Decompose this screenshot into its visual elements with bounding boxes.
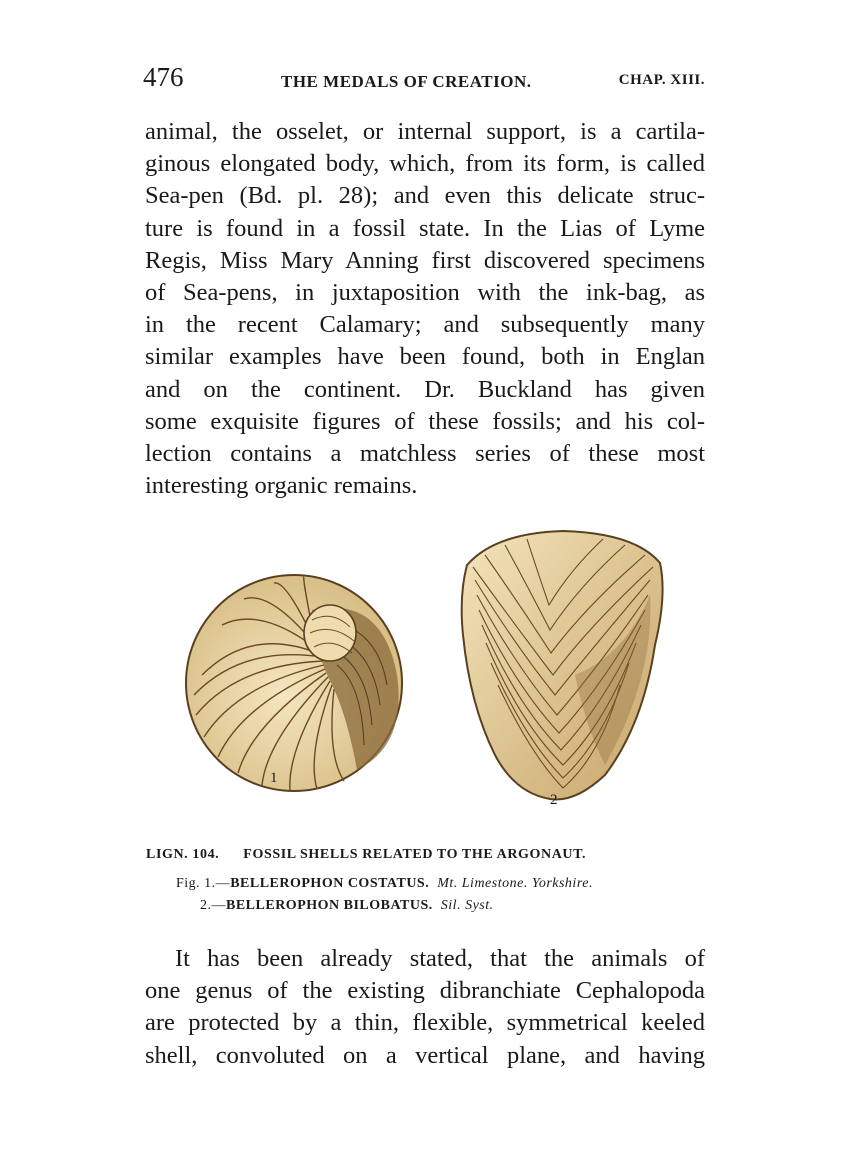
text-line: some exquisite figures of these fossils; and his col- bbox=[145, 407, 705, 435]
text-line: shell, convoluted on a vertical plane, and having bbox=[145, 1041, 705, 1069]
text-line: one genus of the existing dibranchiate Cephalopoda bbox=[145, 977, 705, 1005]
text-line: ginous elongated body, which, from its form, is called bbox=[145, 150, 705, 178]
page-number: 476 bbox=[143, 62, 184, 92]
coiled-shell-illustration bbox=[182, 565, 412, 795]
text-line: and on the continent. Dr. Buckland has given bbox=[145, 375, 705, 403]
text-line: animal, the osselet, or internal support, is a cartila- bbox=[145, 118, 705, 145]
caption-id: LIGN. 104. bbox=[146, 847, 220, 862]
running-header bbox=[145, 62, 705, 98]
bilobed-shell-illustration bbox=[455, 525, 670, 805]
text-line: interesting organic remains. bbox=[145, 472, 418, 500]
legend-prefix: Fig. 1.— bbox=[176, 876, 231, 891]
figure-legend-1 bbox=[176, 876, 593, 892]
text-line: ture is found in a fossil state. In the Lias of Lyme bbox=[145, 214, 705, 242]
text-line: Regis, Miss Mary Anning first discovered specimens bbox=[145, 246, 705, 274]
fossil-shells-figure bbox=[170, 520, 690, 820]
locality: Sil. Syst. bbox=[440, 898, 494, 913]
text-line: in the recent Calamary; and subsequently many bbox=[145, 311, 705, 339]
figure-label-1: 1 bbox=[270, 770, 278, 786]
chapter-label: CHAP. XIII. bbox=[618, 72, 705, 88]
figure-label-2: 2 bbox=[550, 792, 558, 808]
text-line: It has been already stated, that the animals of bbox=[175, 945, 705, 972]
text-line: lection contains a matchless series of these most bbox=[145, 440, 705, 468]
figure-legend-2 bbox=[200, 898, 494, 914]
text-line: are protected by a thin, flexible, symmetrical keeled bbox=[145, 1009, 705, 1037]
species-name: BELLEROPHON BILOBATUS. bbox=[226, 898, 433, 913]
body-paragraph-bottom bbox=[145, 943, 705, 1072]
locality: Mt. Limestone. Yorkshire. bbox=[437, 876, 593, 891]
figure-caption bbox=[146, 847, 706, 863]
text-line: similar examples have been found, both in Englan bbox=[145, 343, 705, 371]
body-paragraph-top bbox=[145, 116, 705, 502]
text-line: Sea-pen (Bd. pl. 28); and even this delicate struc- bbox=[145, 182, 705, 210]
running-title: THE MEDALS OF CREATION. bbox=[281, 72, 532, 91]
caption-title: FOSSIL SHELLS RELATED TO THE ARGONAUT. bbox=[243, 847, 587, 862]
text-line: of Sea-pens, in juxtaposition with the ink-bag, as bbox=[145, 279, 705, 307]
species-name: BELLEROPHON COSTATUS. bbox=[230, 876, 430, 891]
legend-prefix: 2.— bbox=[200, 898, 226, 913]
